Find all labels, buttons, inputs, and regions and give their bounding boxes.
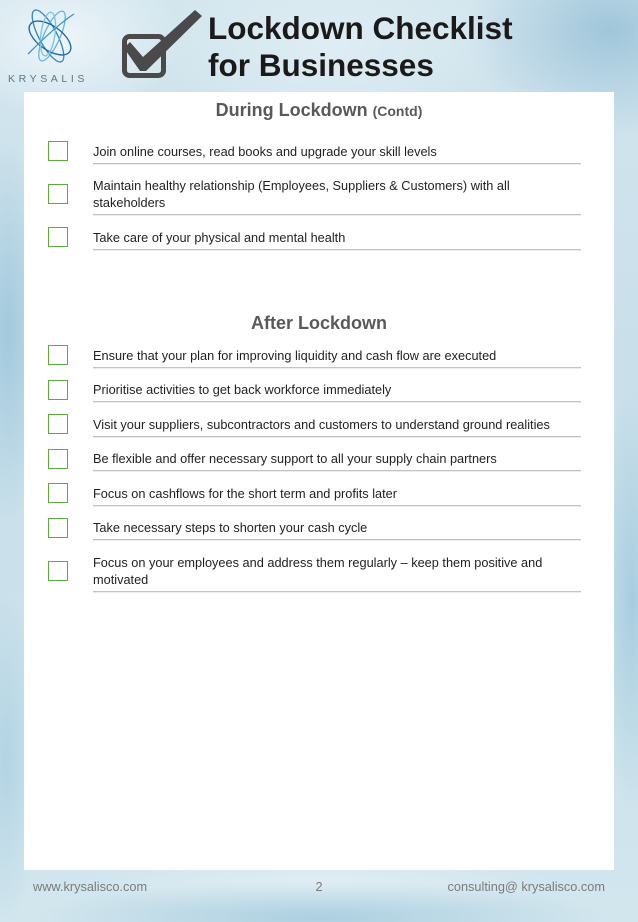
page-footer — [0, 878, 638, 895]
section-heading — [24, 98, 614, 122]
checklist-item — [93, 450, 581, 471]
content-card — [24, 92, 614, 870]
checklist-item-text: Join online courses, read books and upgrade your skill levels — [93, 143, 437, 159]
checkbox[interactable] — [48, 449, 68, 469]
page-number: 2 — [315, 878, 323, 894]
krysalis-swirl-logo-icon — [18, 4, 82, 72]
section-heading-note: (Contd) — [372, 103, 423, 119]
checklist — [93, 347, 581, 592]
checklist-item-text: Be flexible and offer necessary support to all your supply chain partners — [93, 451, 497, 467]
checkbox[interactable] — [48, 345, 68, 365]
checklist-item — [93, 519, 581, 540]
checklist-item-text: Maintain healthy relationship (Employees, Suppliers & Customers) with all stakeholders — [93, 178, 510, 211]
footer-website: www.krysalisco.com — [33, 878, 148, 894]
section-during-lockdown — [24, 98, 614, 250]
checklist-item — [93, 554, 581, 592]
section-heading-text: After Lockdown — [250, 313, 387, 333]
checkbox[interactable] — [48, 414, 68, 434]
checkbox[interactable] — [48, 227, 68, 247]
checklist-item-text: Take necessary steps to shorten your cash cycle — [93, 520, 368, 536]
checklist-item-text: Prioritise activities to get back workforce immediately — [93, 382, 392, 398]
checkbox[interactable] — [48, 561, 68, 581]
section-heading — [24, 311, 614, 335]
checkbox[interactable] — [48, 184, 68, 204]
section-after-lockdown — [24, 311, 614, 592]
section-heading-text: During Lockdown — [215, 100, 368, 120]
checklist-item — [93, 416, 581, 437]
checked-box-icon — [115, 5, 205, 83]
checklist-item — [93, 347, 581, 368]
checklist-item-text: Take care of your physical and mental health — [93, 229, 346, 245]
checklist-item-text: Visit your suppliers, subcontractors and customers to understand ground realities — [93, 416, 550, 432]
page-title — [208, 10, 513, 84]
title-line-2: for Businesses — [208, 47, 434, 83]
checklist-item-text: Focus on your employees and address them regularly – keep them positive and motivated — [93, 554, 543, 587]
logo-wordmark: KRYSALIS — [8, 73, 88, 85]
footer-email: consulting@ krysalisco.com — [447, 878, 605, 894]
checkbox[interactable] — [48, 141, 68, 161]
checklist-item — [93, 177, 581, 215]
checklist-item-text: Ensure that your plan for improving liquidity and cash flow are executed — [93, 347, 497, 363]
checklist-item — [93, 485, 581, 506]
checklist — [93, 143, 581, 250]
checklist-item — [93, 143, 581, 164]
checklist-item-text: Focus on cashflows for the short term and profits later — [93, 485, 398, 501]
checkbox[interactable] — [48, 518, 68, 538]
checklist-item — [93, 229, 581, 250]
title-line-1: Lockdown Checklist — [208, 10, 513, 46]
checkbox[interactable] — [48, 380, 68, 400]
checklist-item — [93, 381, 581, 402]
checkbox[interactable] — [48, 483, 68, 503]
